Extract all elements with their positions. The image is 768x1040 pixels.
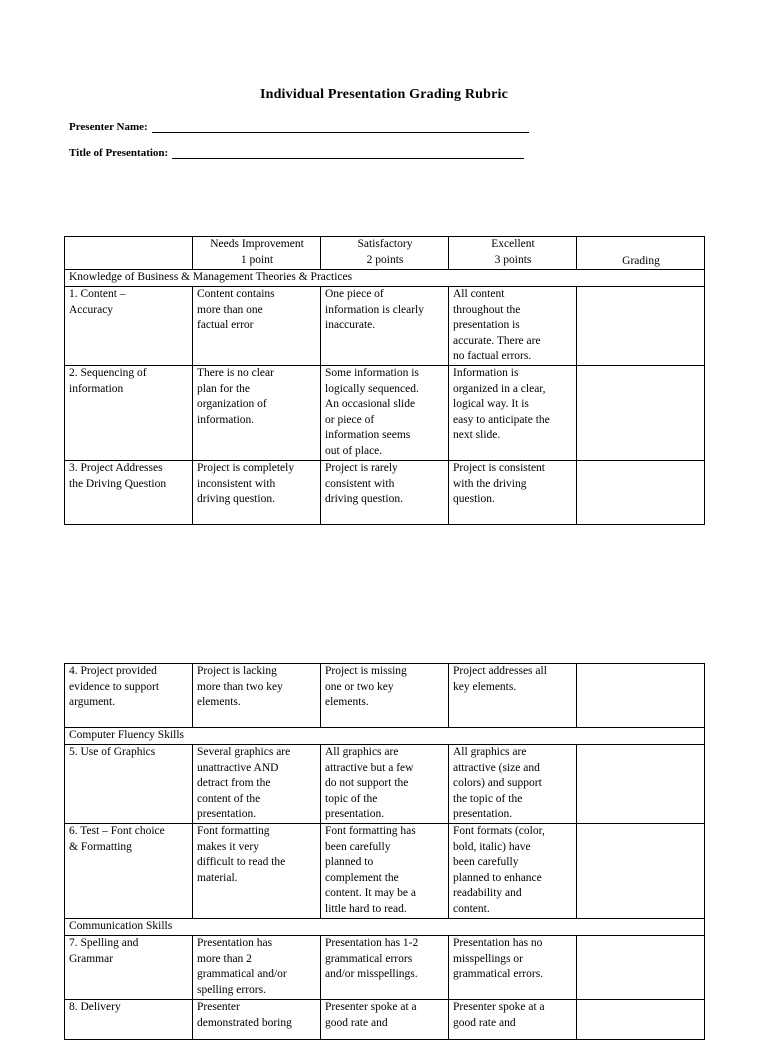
criterion-font-formatting: 6. Test – Font choice & Formatting	[65, 824, 193, 919]
presentation-title-line[interactable]	[172, 146, 524, 159]
grading-cell[interactable]	[577, 461, 705, 525]
table-row	[65, 1000, 705, 1040]
presenter-name-line[interactable]	[152, 120, 529, 133]
cell-satisfactory: Project is missing one or two key elements.	[321, 664, 449, 728]
table-row	[65, 745, 705, 824]
grading-cell[interactable]	[577, 1000, 705, 1040]
section-row	[65, 270, 705, 287]
grading-cell[interactable]	[577, 366, 705, 461]
header-grading: Grading	[577, 237, 705, 270]
cell-satisfactory: Presenter spoke at a good rate and	[321, 1000, 449, 1040]
cell-needs-improvement: Several graphics are unattractive AND detract from the content of the presentation.	[193, 745, 321, 824]
table-row	[65, 936, 705, 1000]
section-communication-label: Communication Skills	[65, 919, 705, 936]
grading-cell[interactable]	[577, 824, 705, 919]
table-row	[65, 664, 705, 728]
cell-satisfactory: Some information is logically sequenced. An occasional slide or piece of information seems out of place.	[321, 366, 449, 461]
cell-excellent: Presenter spoke at a good rate and	[449, 1000, 577, 1040]
grading-cell[interactable]	[577, 287, 705, 366]
table-row	[65, 366, 705, 461]
cell-excellent: Presentation has no misspellings or grammatical errors.	[449, 936, 577, 1000]
cell-needs-improvement: Project is completely inconsistent with driving question.	[193, 461, 321, 525]
cell-needs-improvement: Font formatting makes it very difficult to read the material.	[193, 824, 321, 919]
cell-satisfactory: Project is rarely consistent with driving question.	[321, 461, 449, 525]
cell-needs-improvement: Content contains more than one factual error	[193, 287, 321, 366]
rubric-table-page-1	[64, 236, 705, 525]
criterion-sequencing: 2. Sequencing of information	[65, 366, 193, 461]
header-needs-improvement-points: 1 point	[240, 253, 274, 266]
grading-cell[interactable]	[577, 936, 705, 1000]
cell-needs-improvement: There is no clear plan for the organization of information.	[193, 366, 321, 461]
table-row	[65, 287, 705, 366]
section-computer-fluency-label: Computer Fluency Skills	[65, 728, 705, 745]
criterion-delivery: 8. Delivery	[65, 1000, 193, 1040]
presentation-title-field[interactable]	[69, 146, 524, 159]
header-criteria-cell	[65, 237, 193, 270]
criterion-spelling-grammar: 7. Spelling and Grammar	[65, 936, 193, 1000]
criterion-evidence: 4. Project provided evidence to support argument.	[65, 664, 193, 728]
cell-needs-improvement: Presentation has more than 2 grammatical and/or spelling errors.	[193, 936, 321, 1000]
header-satisfactory	[321, 237, 449, 270]
presenter-name-field[interactable]	[69, 120, 529, 133]
header-satisfactory-label: Satisfactory	[357, 238, 413, 250]
cell-excellent: Font formats (color, bold, italic) have been carefully planned to enhance readability and content.	[449, 824, 577, 919]
cell-excellent: Information is organized in a clear, logical way. It is easy to anticipate the next slide.	[449, 366, 577, 461]
header-excellent	[449, 237, 577, 270]
criterion-graphics: 5. Use of Graphics	[65, 745, 193, 824]
rubric-header-row	[65, 237, 705, 270]
header-satisfactory-points: 2 points	[366, 253, 404, 266]
header-excellent-points: 3 points	[494, 253, 532, 266]
grading-cell[interactable]	[577, 745, 705, 824]
presentation-title-label: Title of Presentation:	[69, 147, 169, 159]
cell-satisfactory: Presentation has 1-2 grammatical errors and/or misspellings.	[321, 936, 449, 1000]
cell-satisfactory: All graphics are attractive but a few do not support the topic of the presentation.	[321, 745, 449, 824]
header-needs-improvement-label: Needs Improvement	[210, 238, 304, 250]
cell-needs-improvement: Presenter demonstrated boring	[193, 1000, 321, 1040]
header-needs-improvement	[193, 237, 321, 270]
header-excellent-label: Excellent	[491, 238, 535, 250]
document-title: Individual Presentation Grading Rubric	[259, 87, 509, 102]
cell-excellent: Project is consistent with the driving question.	[449, 461, 577, 525]
cell-excellent: All graphics are attractive (size and colors) and support the topic of the presentation.	[449, 745, 577, 824]
criterion-content-accuracy: 1. Content – Accuracy	[65, 287, 193, 366]
cell-excellent: All content throughout the presentation is accurate. There are no factual errors.	[449, 287, 577, 366]
table-row	[65, 824, 705, 919]
cell-satisfactory: One piece of information is clearly inaccurate.	[321, 287, 449, 366]
section-row	[65, 728, 705, 745]
section-knowledge-label: Knowledge of Business & Management Theories & Practices	[65, 270, 705, 287]
cell-needs-improvement: Project is lacking more than two key elements.	[193, 664, 321, 728]
presenter-name-label: Presenter Name:	[69, 121, 148, 133]
section-row	[65, 919, 705, 936]
cell-excellent: Project addresses all key elements.	[449, 664, 577, 728]
criterion-driving-question: 3. Project Addresses the Driving Question	[65, 461, 193, 525]
table-row	[65, 461, 705, 525]
grading-cell[interactable]	[577, 664, 705, 728]
cell-satisfactory: Font formatting has been carefully planned to complement the content. It may be a little hard to read.	[321, 824, 449, 919]
rubric-table-page-2	[64, 663, 705, 1040]
